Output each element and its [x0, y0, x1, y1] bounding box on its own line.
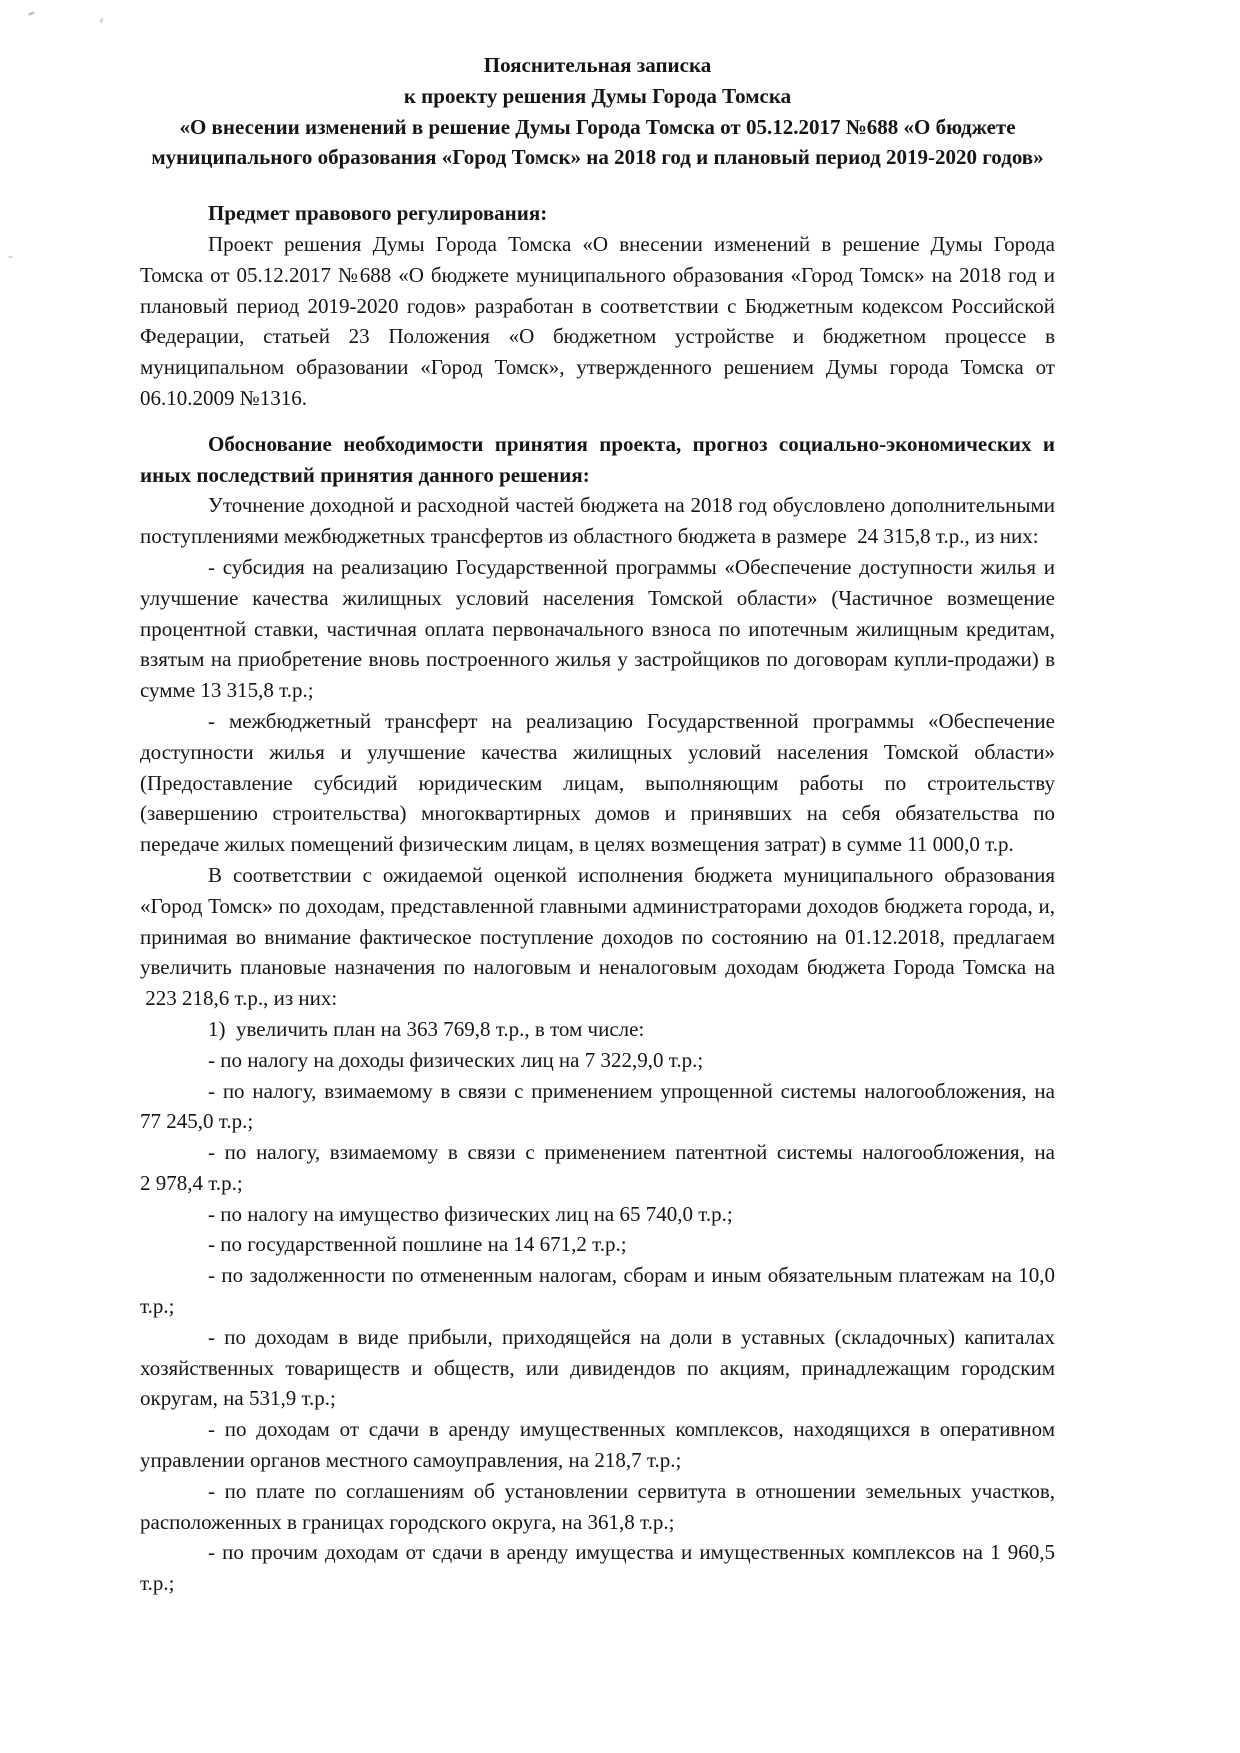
list-item-property-tax: - по налогу на имущество физических лиц на 65 740,0 т.р.;: [208, 1201, 733, 1226]
list-item-state-duty: - по государственной пошлине на 14 671,2 т.р.;: [208, 1232, 627, 1257]
scan-artifact: [99, 18, 104, 24]
paragraph-draft-decision: Проект решения Думы Города Томска «О внесении изменений в решение Думы Города Томска от 05.12.2017 №688 «О бюджете муниципального образования «Город Томск» на 2018 год и плановый период 2019-2020 годов» разработан в соответствии с Бюджетным кодексом Российской Федерации, статьей 23 Положения «О бюджетном устройстве и бюджетном процессе в муниципальном образовании «Город Томск», утвержденного решением Думы города Томска от 06.10.2009 №1316.: [140, 231, 1055, 410]
title-line-2: к проекту решения Думы Города Томска: [403, 83, 792, 108]
list-item-increase-plan: 1) увеличить план на 363 769,8 т.р., в том числе:: [208, 1016, 645, 1041]
scan-artifact: [28, 11, 36, 16]
list-item-subsidy-housing: - субсидия на реализацию Государственной программы «Обеспечение доступности жилья и улучшение качества жилищных условий населения Томской области» (Частичное возмещение процентной ставки, частичная оплата первоначального взноса по ипотечным жилищным кредитам, взятым на приобретение вновь построенного жилья у застройщиков по договорам купли-продажи) в сумме 13 315,8 т.р.;: [140, 554, 1055, 703]
paragraph-expected-execution: В соответствии с ожидаемой оценкой исполнения бюджета муниципального образования «Город Томск» по доходам, представленной главными администраторами доходов бюджета города, и, принимая во внимание фактическое поступление доходов по состоянию на 01.12.2018, предлагаем увеличить плановые назначения по налоговым и неналоговым доходам бюджета Города Томска на 223 218,6 т.р., из них:: [140, 862, 1055, 1011]
paragraph-budget-adjustment: Уточнение доходной и расходной частей бюджета на 2018 год обусловлено дополнительными поступлениями межбюджетных трансфертов из областного бюджета в размере 24 315,8 т.р., из них:: [140, 493, 1055, 549]
document-title: [140, 50, 1055, 173]
list-item-patent-tax: - по налогу, взимаемому в связи с применением патентной системы налогообложения, на 2 978,4 т.р.;: [140, 1140, 1055, 1195]
list-item-cancelled-taxes-debt: - по задолженности по отмененным налогам, сборам и иным обязательным платежам на 10,0 т.р.;: [140, 1263, 1055, 1319]
list-item-simplified-tax: - по налогу, взимаемому в связи с применением упрощенной системы налогообложения, на 77 245,0 т.р.;: [140, 1078, 1055, 1134]
title-line-3: «О внесении изменений в решение Думы Города Томска от 05.12.2017 №688 «О бюджете муниципального образования «Город Томск» на 2018 год и плановый период 2019-2020 годов»: [151, 114, 1044, 170]
title-line-1: Пояснительная записка: [483, 53, 712, 77]
list-item-interbudget-transfer: - межбюджетный трансферт на реализацию Государственной программы «Обеспечение доступности жилья и улучшение качества жилищных условий населения Томской области» (Предоставление субсидий юридическим лицам, выполняющим работы по строительству (завершению строительства) многоквартирных домов и принявших на себя обязательства по передаче жилых помещений физическим лицам, в целях возмещения затрат) в сумме 11 000,0 т.р.: [140, 708, 1055, 857]
list-item-personal-income-tax: - по налогу на доходы физических лиц на 7 322,9,0 т.р.;: [208, 1047, 704, 1072]
list-item-profit-shares: - по доходам в виде прибыли, приходящейся на доли в уставных (складочных) капиталах хозяйственных товариществ и обществ, или дивидендов по акциям, принадлежащим городским округам, на 531,9 т.р.;: [140, 1324, 1055, 1411]
list-item-servitude-payments: - по плате по соглашениям об установлении сервитута в отношении земельных участков, расположенных в границах городского округа, на 361,8 т.р.;: [140, 1478, 1055, 1534]
list-item-other-rent-income: - по прочим доходам от сдачи в аренду имущества и имущественных комплексов на 1 960,5 т.р.;: [140, 1540, 1055, 1596]
list-item-rent-property-complexes: - по доходам от сдачи в аренду имущественных комплексов, находящихся в оперативном управлении органов местного самоуправления, на 218,7 т.р.;: [140, 1417, 1055, 1473]
section-heading-justification: Обоснование необходимости принятия проекта, прогноз социально-экономических и иных последствий принятия данного решения:: [140, 431, 1055, 487]
scan-artifact: [8, 256, 13, 258]
section-heading-subject: Предмет правового регулирования:: [208, 201, 548, 226]
